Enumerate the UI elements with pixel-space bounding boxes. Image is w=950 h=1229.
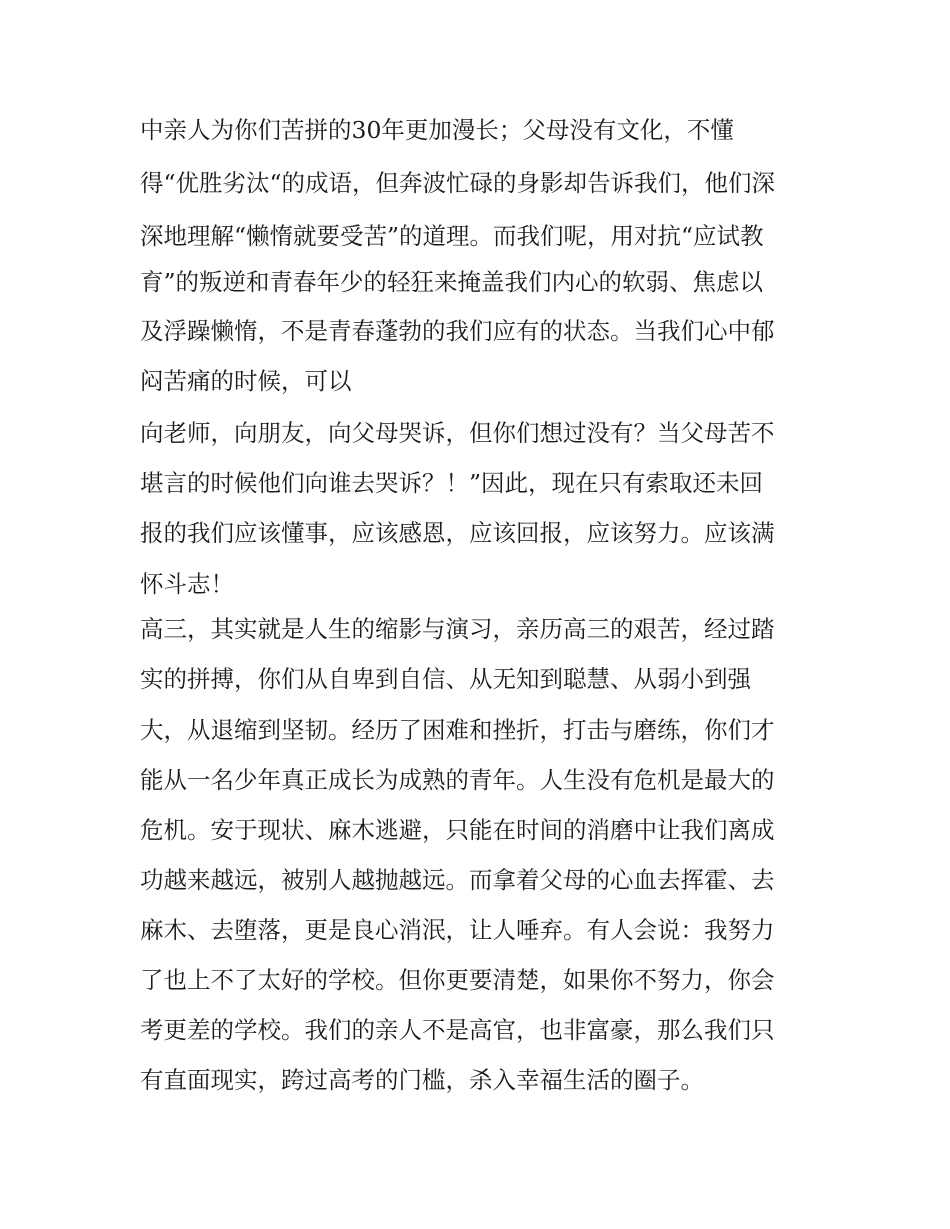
text-line: 考更差的学校。我们的亲人不是高官，也非富豪，那么我们只: [140, 1016, 775, 1044]
text-line: 育”的叛逆和青春年少的轻狂来掩盖我们内心的软弱、焦虑以: [140, 268, 764, 296]
text-line: 向老师，向朋友，向父母哭诉，但你们想过没有？当父母苦不: [140, 419, 775, 447]
text-line: 怀斗志！: [140, 570, 234, 598]
text-line: 能从一名少年真正成长为成熟的青年。人生没有危机是最大的: [140, 766, 775, 794]
text-line: 报的我们应该懂事，应该感恩，应该回报，应该努力。应该满: [140, 519, 775, 547]
text-line: 闷苦痛的时候，可以: [140, 367, 352, 395]
text-line: 深地理解“懒惰就要受苦”的道理。而我们呢，用对抗“应试教: [140, 222, 764, 250]
text-line: 功越来越远，被别人越抛越远。而拿着父母的心血去挥霍、去: [140, 866, 775, 894]
text-line: 实的拼搏，你们从自卑到自信、从无知到聪慧、从弱小到强: [140, 665, 751, 693]
text-line: 及浮躁懒惰，不是青春蓬勃的我们应有的状态。当我们心中郁: [140, 317, 775, 345]
text-line: 危机。安于现状、麻木逃避，只能在时间的消磨中让我们离成: [140, 816, 775, 844]
text-line: 高三，其实就是人生的缩影与演习，亲历高三的艰苦，经过踏: [140, 615, 775, 643]
text-line: 大，从退缩到坚韧。经历了困难和挫折，打击与磨练，你们才: [140, 716, 775, 744]
text-line: 得“优胜劣汰“的成语，但奔波忙碌的身影却告诉我们，他们深: [140, 169, 776, 197]
text-line: 麻木、去堕落，更是良心消泯，让人唾弃。有人会说：我努力: [140, 916, 775, 944]
text-line: 了也上不了太好的学校。但你更要清楚，如果你不努力，你会: [140, 966, 775, 994]
text-line: 中亲人为你们苦拼的30年更加漫长；父母没有文化，不懂: [140, 116, 734, 144]
text-line: 堪言的时候他们向谁去哭诉？！”因此，现在只有索取还未回: [140, 469, 764, 497]
text-line: 有直面现实，跨过高考的门槛，杀入幸福生活的圈子。: [140, 1066, 704, 1094]
